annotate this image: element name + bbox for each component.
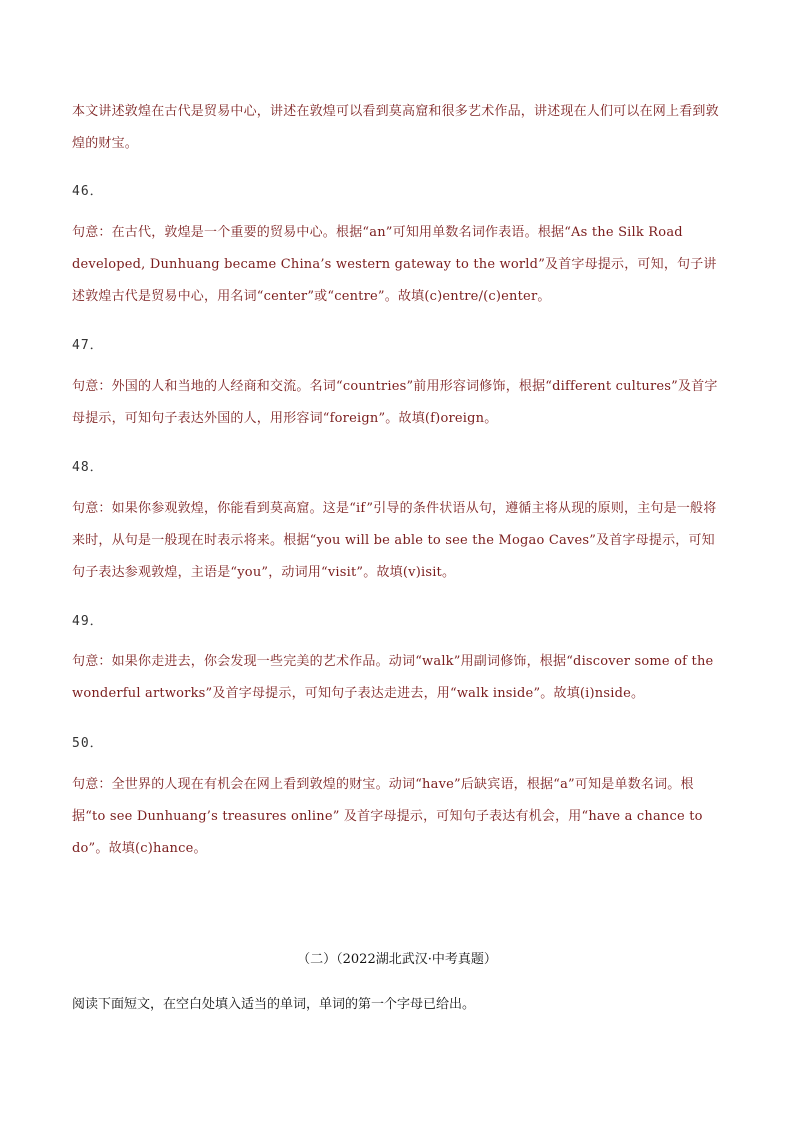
question-number-49: 49． bbox=[72, 614, 104, 629]
question-number-50: 50． bbox=[72, 736, 104, 751]
answer-explanation-50: 句意：全世界的人现在有机会在网上看到敦煌的财宝。动词“have”后缺宾语，根据“a”可知是单数名词。根据“to see Dunhuang’s treasures online” 及首字母提示，可知句子表达有机会，用“have a chance to do”。故填(c)hance。 bbox=[72, 777, 703, 856]
answer-explanation-47: 句意：外国的人和当地的人经商和交流。名词“countries”前用形容词修饰，根据“different cultures”及首字母提示，可知句子表达外国的人，用形容词“foreign”。故填(f)oreign。 bbox=[72, 379, 718, 426]
question-number-48: 48． bbox=[72, 460, 104, 475]
answer-explanation-46: 句意：在古代，敦煌是一个重要的贸易中心。根据“an”可知用单数名词作表语。根据“As the Silk Road developed, Dunhuang became China’s western gateway to the world”及首字母提示，可知，句子讲述敦煌古代是贸易中心，用名词“center”或“centre”。故填(c)entre/(c)enter。 bbox=[72, 225, 717, 304]
answer-explanation-48: 句意：如果你参观敦煌，你能看到莫高窟。这是“if”引导的条件状语从句，遵循主将从现的原则，主句是一般将来时，从句是一般现在时表示将来。根据“you will be able to see the Mogao Caves”及首字母提示，可知句子表达参观敦煌，主语是“you”，动词用“visit”。故填(v)isit。 bbox=[72, 501, 717, 580]
question-number-46: 46． bbox=[72, 184, 104, 199]
answer-explanation-49: 句意：如果你走进去，你会发现一些完美的艺术作品。动词“walk”用副词修饰，根据“discover some of the wonderful artworks”及首字母提示，可知句子表达走进去，用“walk inside”。故填(i)nside。 bbox=[72, 654, 714, 701]
section-instruction: 阅读下面短文，在空白处填入适当的单词，单词的第一个字母已给出。 bbox=[72, 997, 476, 1012]
section-source-heading: （二）（2022湖北武汉·中考真题） bbox=[297, 952, 497, 967]
question-number-47: 47． bbox=[72, 338, 104, 353]
intro-paragraph: 本文讲述敦煌在古代是贸易中心，讲述在敦煌可以看到莫高窟和很多艺术作品，讲述现在人们可以在网上看到敦煌的财宝。 bbox=[72, 104, 719, 151]
